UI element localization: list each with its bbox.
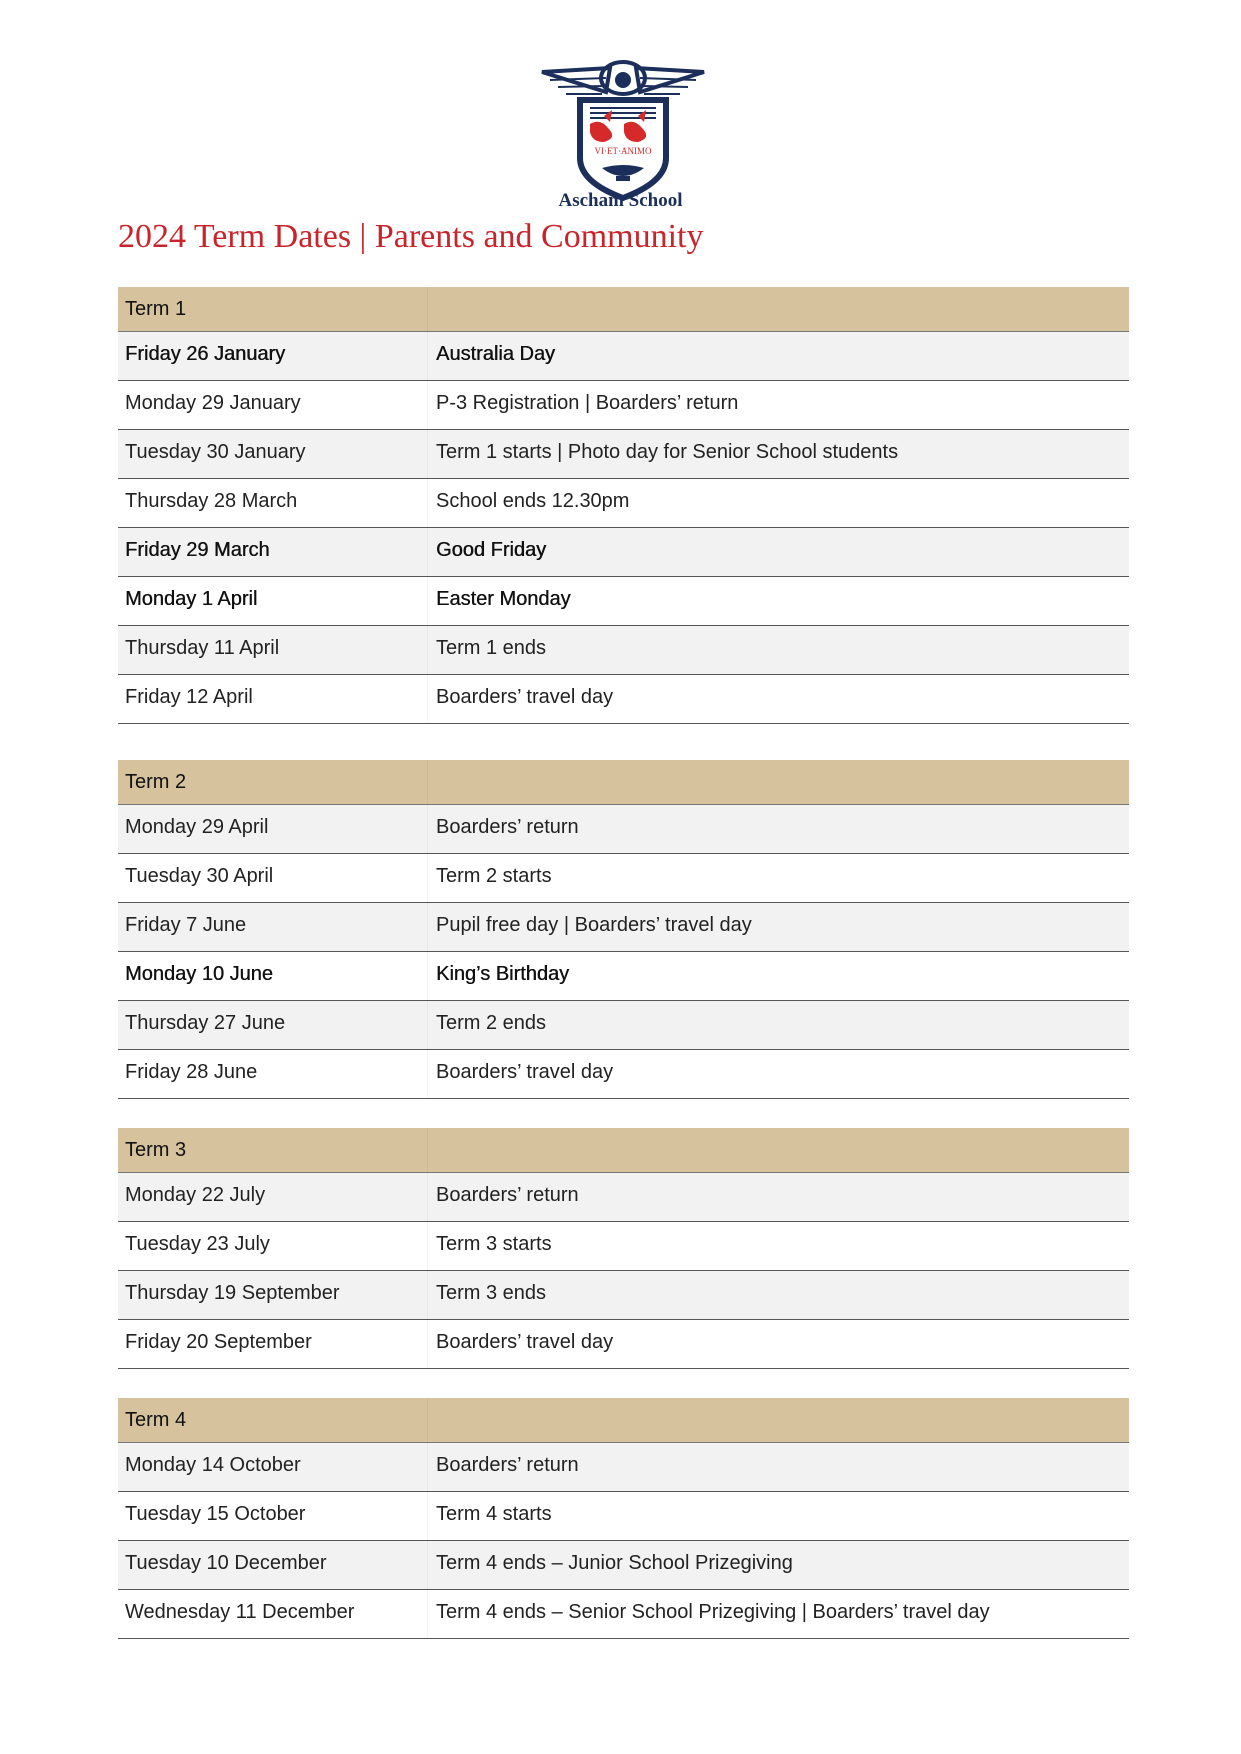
table-row xyxy=(118,332,1129,381)
date-cell: Tuesday 10 December xyxy=(118,1541,428,1589)
event-cell: Australia Day xyxy=(436,343,555,365)
event-cell: Good Friday xyxy=(436,539,547,561)
event-cell: Boarders’ travel day xyxy=(436,1331,614,1353)
table-row xyxy=(118,675,1129,724)
date-cell: Friday 7 June xyxy=(118,903,428,951)
event-cell: Boarders’ return xyxy=(436,1454,579,1476)
date-cell: Monday 14 October xyxy=(118,1443,428,1491)
school-crest-logo xyxy=(540,58,706,208)
event-cell: Pupil free day | Boarders’ travel day xyxy=(436,914,752,936)
term-table-2 xyxy=(118,760,1129,1099)
date-cell: Monday 10 June xyxy=(118,952,428,1000)
term-header-row xyxy=(118,760,1129,805)
page-title: 2024 Term Dates | Parents and Community xyxy=(118,218,704,255)
term-header-row xyxy=(118,1398,1129,1443)
table-row xyxy=(118,1443,1129,1492)
date-cell: Tuesday 30 April xyxy=(118,854,428,902)
term-label: Term 2 xyxy=(118,760,428,804)
event-cell: Term 4 ends – Senior School Prizegiving | Boarders’ travel day xyxy=(436,1601,990,1623)
crest-motto: VI·ET·ANIMO xyxy=(594,146,652,156)
table-row xyxy=(118,1541,1129,1590)
event-cell: Boarders’ travel day xyxy=(436,686,614,708)
table-row xyxy=(118,577,1129,626)
term-label: Term 1 xyxy=(118,287,428,331)
date-cell: Thursday 11 April xyxy=(118,626,428,674)
event-cell: Term 3 starts xyxy=(436,1233,552,1255)
table-row xyxy=(118,1590,1129,1639)
date-cell: Thursday 27 June xyxy=(118,1001,428,1049)
table-row xyxy=(118,430,1129,479)
event-cell: Boarders’ return xyxy=(436,816,579,838)
term-header-blank xyxy=(428,760,1129,804)
table-row xyxy=(118,479,1129,528)
event-cell: Term 1 starts | Photo day for Senior School students xyxy=(436,441,899,463)
date-cell: Friday 20 September xyxy=(118,1320,428,1368)
table-row xyxy=(118,854,1129,903)
table-row xyxy=(118,1271,1129,1320)
date-cell: Monday 29 January xyxy=(118,381,428,429)
term-table-3 xyxy=(118,1128,1129,1369)
event-cell: Term 2 ends xyxy=(436,1012,547,1034)
table-row xyxy=(118,1492,1129,1541)
date-cell: Monday 1 April xyxy=(118,577,428,625)
event-cell: Term 1 ends xyxy=(436,637,547,659)
table-row xyxy=(118,805,1129,854)
date-cell: Friday 29 March xyxy=(118,528,428,576)
date-cell: Wednesday 11 December xyxy=(118,1590,428,1638)
date-cell: Thursday 19 September xyxy=(118,1271,428,1319)
event-cell: Boarders’ return xyxy=(436,1184,579,1206)
table-row xyxy=(118,1001,1129,1050)
date-cell: Tuesday 23 July xyxy=(118,1222,428,1270)
term-header-blank xyxy=(428,1398,1129,1442)
table-row xyxy=(118,1173,1129,1222)
term-header-blank xyxy=(428,287,1129,331)
table-row xyxy=(118,626,1129,675)
date-cell: Tuesday 15 October xyxy=(118,1492,428,1540)
event-cell: School ends 12.30pm xyxy=(436,490,630,512)
date-cell: Thursday 28 March xyxy=(118,479,428,527)
table-row xyxy=(118,1050,1129,1099)
table-row xyxy=(118,528,1129,577)
date-cell: Monday 29 April xyxy=(118,805,428,853)
table-row xyxy=(118,1222,1129,1271)
table-row xyxy=(118,903,1129,952)
date-cell: Friday 12 April xyxy=(118,675,428,723)
date-cell: Friday 26 January xyxy=(118,332,428,380)
term-header-row xyxy=(118,287,1129,332)
term-header-row xyxy=(118,1128,1129,1173)
event-cell: Easter Monday xyxy=(436,588,571,610)
date-cell: Monday 22 July xyxy=(118,1173,428,1221)
term-table-4 xyxy=(118,1398,1129,1639)
table-row xyxy=(118,1320,1129,1369)
event-cell: Term 4 starts xyxy=(436,1503,552,1525)
event-cell: Term 4 ends – Junior School Prizegiving xyxy=(436,1552,793,1574)
date-cell: Tuesday 30 January xyxy=(118,430,428,478)
event-cell: King’s Birthday xyxy=(436,963,570,985)
term-header-blank xyxy=(428,1128,1129,1172)
school-name: Ascham School xyxy=(558,190,683,211)
event-cell: Boarders’ travel day xyxy=(436,1061,614,1083)
event-cell: Term 3 ends xyxy=(436,1282,547,1304)
table-row xyxy=(118,381,1129,430)
event-cell: Term 2 starts xyxy=(436,865,552,887)
term-label: Term 4 xyxy=(118,1398,428,1442)
date-cell: Friday 28 June xyxy=(118,1050,428,1098)
event-cell: P-3 Registration | Boarders’ return xyxy=(436,392,739,414)
table-row xyxy=(118,952,1129,1001)
term-table-1 xyxy=(118,287,1129,724)
term-label: Term 3 xyxy=(118,1128,428,1172)
